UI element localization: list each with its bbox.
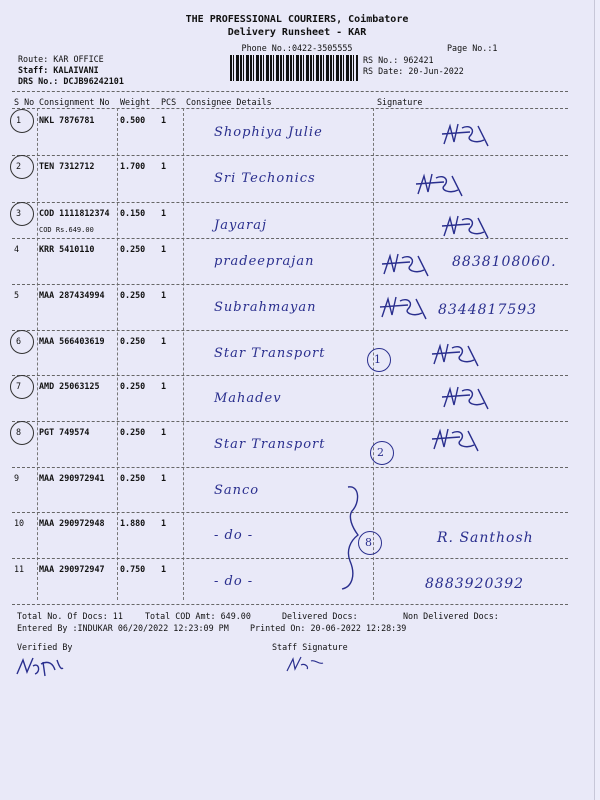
total-cod: Total COD Amt: 649.00 xyxy=(145,611,251,621)
rs-number: RS No.: 962421 xyxy=(363,55,434,65)
row-consignment: NKL 7876781 xyxy=(39,115,95,125)
row-consignment: MAA 290972948 xyxy=(39,518,105,528)
row-sno: 10 xyxy=(14,518,25,528)
page-number: Page No.:1 xyxy=(447,43,498,53)
col-signature: Signature xyxy=(377,97,423,107)
row-consignee: Star Transport xyxy=(214,346,326,361)
row-sno: 7 xyxy=(16,381,22,391)
row-pcs: 1 xyxy=(161,244,167,254)
row-sno: 5 xyxy=(14,290,20,300)
row-divider xyxy=(12,202,568,203)
row-consignment: PGT 749574 xyxy=(39,427,90,437)
verifier-signature xyxy=(15,652,65,682)
recipient-signature xyxy=(440,383,496,413)
col-consignee: Consignee Details xyxy=(186,97,272,107)
row-cod-note: COD Rs.649.00 xyxy=(39,226,94,234)
row-weight: 0.250 xyxy=(120,336,146,346)
row-weight: 0.250 xyxy=(120,290,146,300)
sno-circle-mark xyxy=(10,202,34,226)
row-consignee: Shophiya Julie xyxy=(214,125,323,140)
col-pcs: PCS xyxy=(161,97,177,107)
row-consignee: Star Transport xyxy=(214,437,326,452)
row-weight: 0.250 xyxy=(120,427,146,437)
sno-circle-mark xyxy=(10,155,34,179)
route: Route: KAR OFFICE xyxy=(18,54,104,64)
col-sno: S No xyxy=(14,97,35,107)
row-sno: 2 xyxy=(16,161,22,171)
column-rule xyxy=(117,108,118,600)
footer-divider xyxy=(12,604,568,605)
row-divider xyxy=(12,284,568,285)
recipient-signature xyxy=(378,293,434,323)
row-consignment: MAA 566403619 xyxy=(39,336,105,346)
row-pcs: 1 xyxy=(161,336,167,346)
row-consignment: COD 1111812374 xyxy=(39,208,110,218)
row-consignment: KRR 5410110 xyxy=(39,244,95,254)
recipient-signature xyxy=(430,340,486,370)
delivered-docs: Delivered Docs: xyxy=(282,611,358,621)
handwritten-mark-number: 2 xyxy=(377,446,384,459)
row-weight: 0.250 xyxy=(120,381,146,391)
row-sno: 6 xyxy=(16,336,22,346)
recipient-signature xyxy=(414,170,470,200)
handwritten-mark-number: 8 xyxy=(365,536,372,549)
staff: Staff: KALAIVANI xyxy=(18,65,99,75)
sno-circle-mark xyxy=(10,421,34,445)
barcode xyxy=(230,55,358,81)
col-weight: Weight xyxy=(120,97,151,107)
row-divider xyxy=(12,330,568,331)
row-consignment: MAA 290972941 xyxy=(39,473,105,483)
row-signature-text: 8838108060. xyxy=(452,254,557,270)
sno-circle-mark xyxy=(10,109,34,133)
row-sno: 3 xyxy=(16,208,22,218)
column-divider xyxy=(12,108,568,109)
row-consignment: AMD 25063125 xyxy=(39,381,100,391)
row-weight: 0.750 xyxy=(120,564,146,574)
row-pcs: 1 xyxy=(161,473,167,483)
row-pcs: 1 xyxy=(161,564,167,574)
row-pcs: 1 xyxy=(161,208,167,218)
row-consignee: Jayaraj xyxy=(214,218,268,233)
row-consignee: pradeeprajan xyxy=(214,254,315,269)
document-title: Delivery Runsheet - KAR xyxy=(227,27,367,38)
handwritten-brace xyxy=(338,483,368,593)
row-weight: 1.880 xyxy=(120,518,146,528)
row-consignee: Sri Techonics xyxy=(214,171,316,186)
row-consignment: TEN 7312712 xyxy=(39,161,95,171)
row-weight: 0.250 xyxy=(120,244,146,254)
row-weight: 0.500 xyxy=(120,115,146,125)
col-consignment: Consignment No xyxy=(39,97,110,107)
row-consignee: - do - xyxy=(214,528,254,543)
row-pcs: 1 xyxy=(161,518,167,528)
row-divider xyxy=(12,421,568,422)
column-rule xyxy=(183,108,184,600)
row-consignee: Sanco xyxy=(214,483,260,498)
drs-number: DRS No.: DCJB96242101 xyxy=(18,76,124,86)
recipient-signature xyxy=(380,250,436,280)
row-signature-text: 8883920392 xyxy=(425,576,525,592)
row-sno: 4 xyxy=(14,244,20,254)
handwritten-mark-number: 1 xyxy=(374,353,381,366)
sno-circle-mark xyxy=(10,375,34,399)
row-signature-text: 8344817593 xyxy=(438,302,538,318)
row-divider xyxy=(12,375,568,376)
header-divider xyxy=(12,91,568,92)
recipient-signature xyxy=(440,212,496,242)
staff-signature xyxy=(285,655,325,675)
verified-by-label: Verified By xyxy=(17,642,73,652)
entered-by: Entered By :INDUKAR 06/20/2022 12:23:09 PM xyxy=(17,623,229,633)
row-pcs: 1 xyxy=(161,115,167,125)
row-divider xyxy=(12,558,568,559)
staff-signature-label: Staff Signature xyxy=(272,642,348,652)
sno-circle-mark xyxy=(10,330,34,354)
row-consignee: Mahadev xyxy=(214,391,282,406)
row-consignee: Subrahmayan xyxy=(214,300,317,315)
row-sno: 11 xyxy=(14,564,25,574)
row-pcs: 1 xyxy=(161,290,167,300)
row-pcs: 1 xyxy=(161,161,167,171)
row-divider xyxy=(12,512,568,513)
row-weight: 1.700 xyxy=(120,161,146,171)
phone-number: Phone No.:0422-3505555 xyxy=(241,43,353,53)
row-consignee: - do - xyxy=(214,574,254,589)
row-pcs: 1 xyxy=(161,381,167,391)
non-delivered-docs: Non Delivered Docs: xyxy=(403,611,499,621)
row-sno: 9 xyxy=(14,473,20,483)
printed-on: Printed On: 20-06-2022 12:28:39 xyxy=(250,623,407,633)
row-divider xyxy=(12,467,568,468)
row-pcs: 1 xyxy=(161,427,167,437)
rs-date: RS Date: 20-Jun-2022 xyxy=(363,66,464,76)
row-divider xyxy=(12,155,568,156)
row-signature-text: R. Santhosh xyxy=(437,530,534,546)
recipient-signature xyxy=(440,120,496,150)
row-weight: 0.150 xyxy=(120,208,146,218)
row-consignment: MAA 287434994 xyxy=(39,290,105,300)
row-sno: 8 xyxy=(16,427,22,437)
row-consignment: MAA 290972947 xyxy=(39,564,105,574)
row-sno: 1 xyxy=(16,115,22,125)
total-docs: Total No. Of Docs: 11 xyxy=(17,611,123,621)
column-rule xyxy=(37,108,38,600)
company-name: THE PROFESSIONAL COURIERS, Coimbatore xyxy=(185,14,409,25)
row-weight: 0.250 xyxy=(120,473,146,483)
recipient-signature xyxy=(430,425,486,455)
